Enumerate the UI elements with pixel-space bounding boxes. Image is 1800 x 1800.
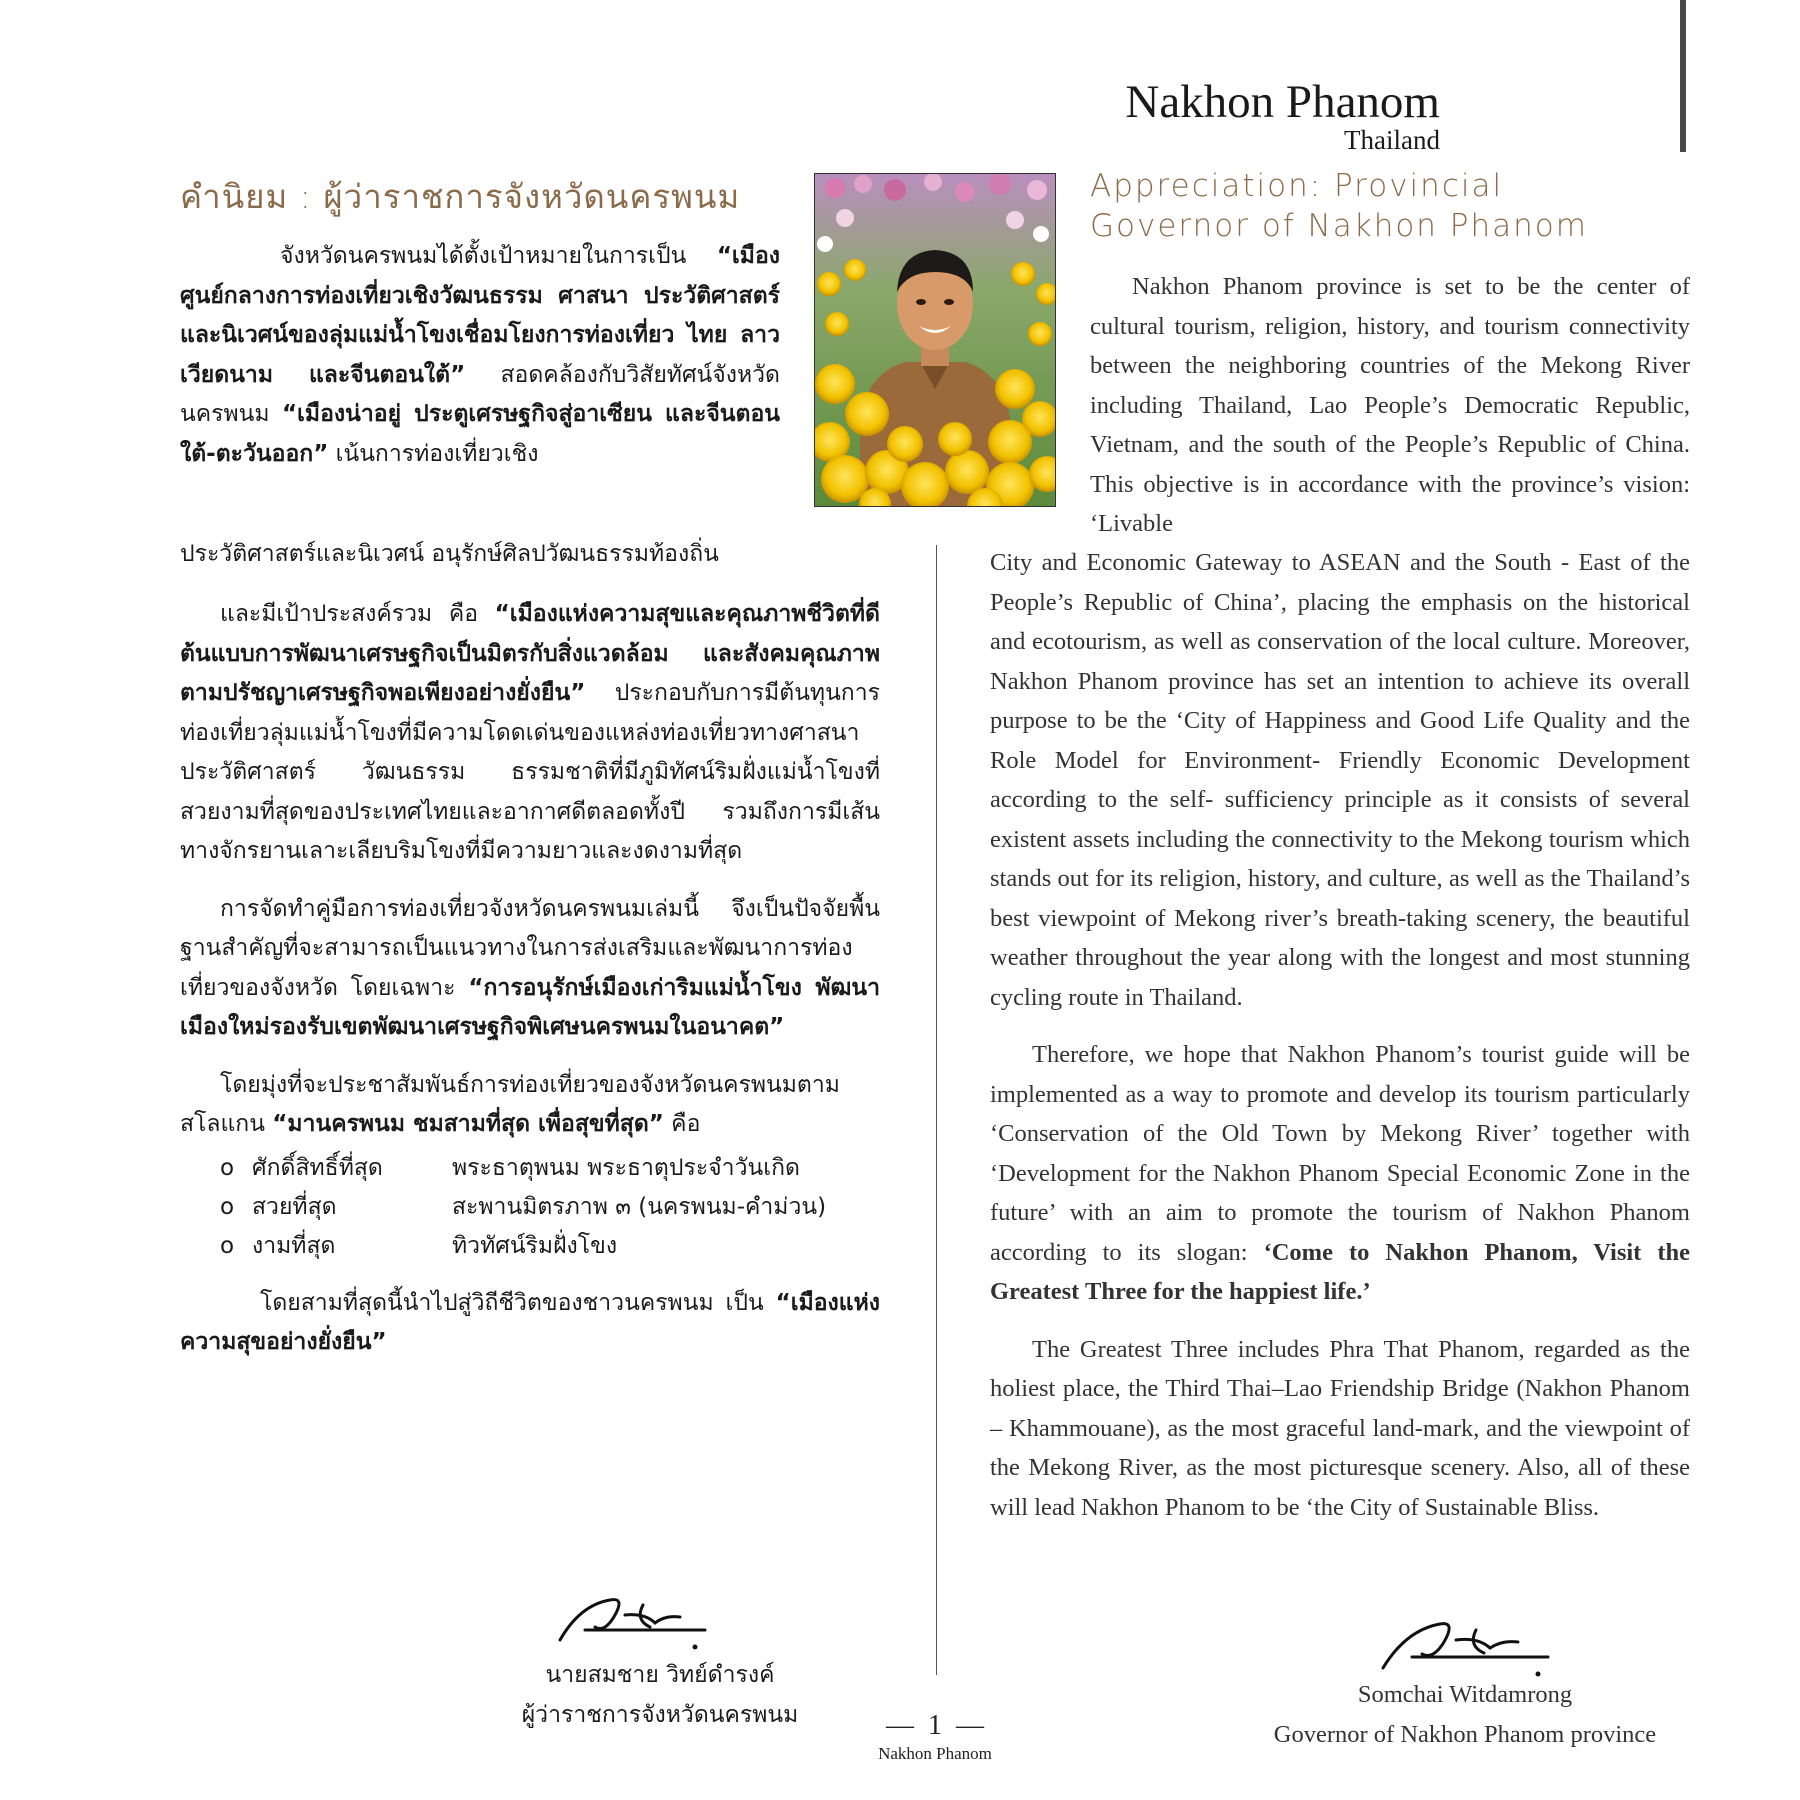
thai-paragraph-1-last-line	[180, 535, 880, 575]
bullet-label: สวยที่สุด	[252, 1193, 337, 1220]
thai-heading: คำนิยม : ผู้ว่าราชการจังหวัดนครพนม	[180, 177, 741, 216]
english-signature-block	[1180, 1675, 1750, 1755]
list-item	[220, 1188, 880, 1227]
thai-p2-lead: และมีเป้าประสงค์รวม คือ	[220, 601, 495, 627]
english-heading-line1: Appreciation: Provincial	[1090, 168, 1504, 204]
english-heading-line2: Governor of Nakhon Phanom	[1090, 208, 1588, 244]
english-p1-top: Nakhon Phanom province is set to be the center of cultural tourism, religion, history, and tourism connectivity between the neighboring countries of the Mekong River including Thailand, Lao People’s Democratic Republic, Vietnam, and the south of the People’s Republic of China. This objective is in accordance with the province’s vision: ‘Livable	[1090, 273, 1690, 537]
bullet-marker: o	[220, 1232, 235, 1259]
page-number: — 1 —	[886, 1710, 984, 1741]
bullet-label: งามที่สุด	[252, 1232, 336, 1259]
thai-signature-title: ผู้ว่าราชการจังหวัดนครพนม	[521, 1702, 799, 1728]
thai-paragraph-3	[180, 890, 880, 1048]
thai-paragraph-4	[180, 1066, 880, 1145]
thai-p1-tail: เน้นการท่องเที่ยวเชิง	[328, 440, 539, 467]
footer-label: Nakhon Phanom	[878, 1744, 992, 1763]
thai-signature-name: นายสมชาย วิทย์ดำรงค์	[545, 1662, 775, 1688]
page-number-value: 1	[928, 1710, 942, 1741]
governor-portrait	[814, 173, 1056, 507]
english-p2: Therefore, we hope that Nakhon Phanom’s tourist guide will be implemented as a way to promote and develop its tourism particularly ‘Conservation of the Old Town by Mekong River’ together with ‘Development for the Nakhon Phanom Special Economic Zone in the future’ with an aim to promote the tourism of Nakhon Phanom according to its slogan:	[990, 1041, 1690, 1266]
portrait-image	[815, 174, 1055, 506]
thai-p2-rest: ประกอบกับการมีต้นทุนการท่องเที่ยวลุ่มแม่น้ำโขงที่มีความโดดเด่นของแหล่งท่องเที่ยวทางศาสนา ประวัติศาสตร์ วัฒนธรรม ธรรมชาติที่มีภูมิทัศน์ริมฝั่งแม่น้ำโขงที่สวยงามที่สุดของประเทศไทยและอากาศดีตลอดทั้งปี รวมถึงการมีเส้นทางจักรยานเลาะเลียบริมโขงที่มีความยาวและงดงามที่สุด	[180, 680, 880, 864]
thai-paragraph-2	[180, 595, 880, 872]
thai-bullet-list	[220, 1149, 880, 1266]
thai-signature	[555, 1585, 715, 1660]
page-subtitle: Thailand	[1344, 125, 1440, 156]
thai-p3-bold: “การอนุรักษ์เมืองเก่าริมแม่น้ำโขง พัฒนาเมืองใหม่รองรับเขตพัฒนาเศรษฐกิจพิเศษนครพนมในอนาคต”	[180, 974, 880, 1040]
list-item	[220, 1227, 880, 1266]
thai-paragraph-1	[180, 237, 780, 474]
thai-p1-bold2: “เมืองน่าอยู่ ประตูเศรษฐกิจสู่อาเซียน และจีนตอนใต้-ตะวันออก”	[180, 401, 780, 467]
thai-signature-block	[470, 1655, 850, 1735]
thai-p1-lead: จังหวัดนครพนมได้ตั้งเป้าหมายในการเป็น	[280, 243, 687, 269]
page-header	[1125, 78, 1440, 154]
thai-p1-mid: สอดคล้องกับวิสัยทัศน์จังหวัดนครพนม	[180, 361, 780, 427]
english-paragraph-2	[990, 1035, 1690, 1312]
thai-p1-bold1: “เมืองศูนย์กลางการท่องเที่ยวเชิงวัฒนธรรม ศาสนา ประวัติศาสตร์ และนิเวศน์ของลุ่มแม่น้ำโขงเชื่อมโยงการท่องเที่ยว ไทย ลาว เวียดนาม และจีนตอนใต้”	[180, 243, 780, 388]
english-paragraph-1-top	[1090, 267, 1690, 544]
thai-p3-lead: การจัดทำคู่มือการท่องเที่ยวจังหวัดนครพนมเล่มนี้ จึงเป็นปัจจัยพื้นฐานสำคัญที่จะสามารถเป็นแนวทางในการส่งเสริมและพัฒนาการท่องเที่ยวของจังหวัด โดยเฉพาะ	[180, 895, 880, 1001]
english-body	[990, 543, 1690, 1545]
thai-p4-lead: โดยมุ่งที่จะประชาสัมพันธ์การท่องเที่ยวของจังหวัดนครพนมตามสโลแกน	[180, 1071, 840, 1137]
bullet-marker: o	[220, 1193, 235, 1220]
english-paragraph-1-rest	[990, 543, 1690, 1017]
bullet-marker: o	[220, 1154, 235, 1181]
english-slogan: ‘Come to Nakhon Phanom, Visit the Greatest Three for the happiest life.’	[990, 1238, 1690, 1305]
list-item	[220, 1149, 880, 1188]
english-p1-rest: City and Economic Gateway to ASEAN and the South - East of the People’s Republic of China’, placing the emphasis on the historical and ecotourism, as well as conservation of the local culture. Moreover, Nakhon Phanom province has set an intention to achieve its overall purpose to be the ‘City of Happiness and Good Life Quality and the Role Model for Environment- Friendly Economic Development according to the self- sufficiency principle as it consists of several existent assets including the connectivity to the Mekong tourism which stands out for its religion, history, and culture, as well as the Thailand’s best viewpoint of Mekong river’s breath-taking scenery, the beautiful weather throughout the year along with the longest and most stunning cycling route in Thailand.	[990, 549, 1690, 1011]
header-rule	[1680, 0, 1686, 152]
bullet-value: สะพานมิตรภาพ ๓ (นครพนม-คำม่วน)	[452, 1193, 827, 1220]
page-footer	[850, 1710, 1020, 1764]
thai-p4-tail: คือ	[663, 1111, 701, 1137]
english-heading	[1090, 166, 1588, 246]
thai-paragraph-5	[180, 1284, 880, 1363]
english-signature-name: Somchai Witdamrong	[1357, 1681, 1573, 1708]
thai-p4-bold: “มานครพนม ชมสามที่สุด เพื่อสุขที่สุด”	[272, 1111, 664, 1137]
english-signature	[1378, 1610, 1558, 1685]
thai-body	[180, 595, 880, 1381]
bullet-value: พระธาตุพนม พระธาตุประจำวันเกิด	[452, 1154, 800, 1181]
bullet-label: ศักดิ์สิทธิ์ที่สุด	[252, 1154, 383, 1181]
bullet-value: ทิวทัศน์ริมฝั่งโขง	[452, 1232, 618, 1259]
english-p3: The Greatest Three includes Phra That Phanom, regarded as the holiest place, the Third Thai–Lao Friendship Bridge (Nakhon Phanom – Khammouane), as the most graceful land-mark, and the viewpoint of the Mekong River, as the most picturesque scenery. Also, all of these will lead Nakhon Phanom to be ‘the City of Sustainable Bliss.	[990, 1335, 1690, 1521]
english-paragraph-3	[990, 1330, 1690, 1528]
column-divider	[936, 545, 937, 1675]
page-title: Nakhon Phanom	[1125, 76, 1440, 128]
thai-p1-last: ประวัติศาสตร์และนิเวศน์ อนุรักษ์ศิลปวัฒนธรรมท้องถิ่น	[180, 541, 719, 567]
english-signature-title: Governor of Nakhon Phanom province	[1273, 1721, 1657, 1748]
thai-p5-bold: “เมืองแห่งความสุขอย่างยั่งยืน”	[180, 1289, 880, 1355]
thai-p2-quote: “เมืองแห่งความสุขและคุณภาพชีวิตที่ดี ต้นแบบการพัฒนาเศรษฐกิจเป็นมิตรกับสิ่งแวดล้อม และสังคมคุณภาพ ตามปรัชญาเศรษฐกิจพอเพียงอย่างยั่งยืน”	[180, 601, 880, 706]
thai-p5-lead: โดยสามที่สุดนี้นำไปสู่วิถีชีวิตของชาวนครพนม เป็น	[260, 1289, 776, 1316]
